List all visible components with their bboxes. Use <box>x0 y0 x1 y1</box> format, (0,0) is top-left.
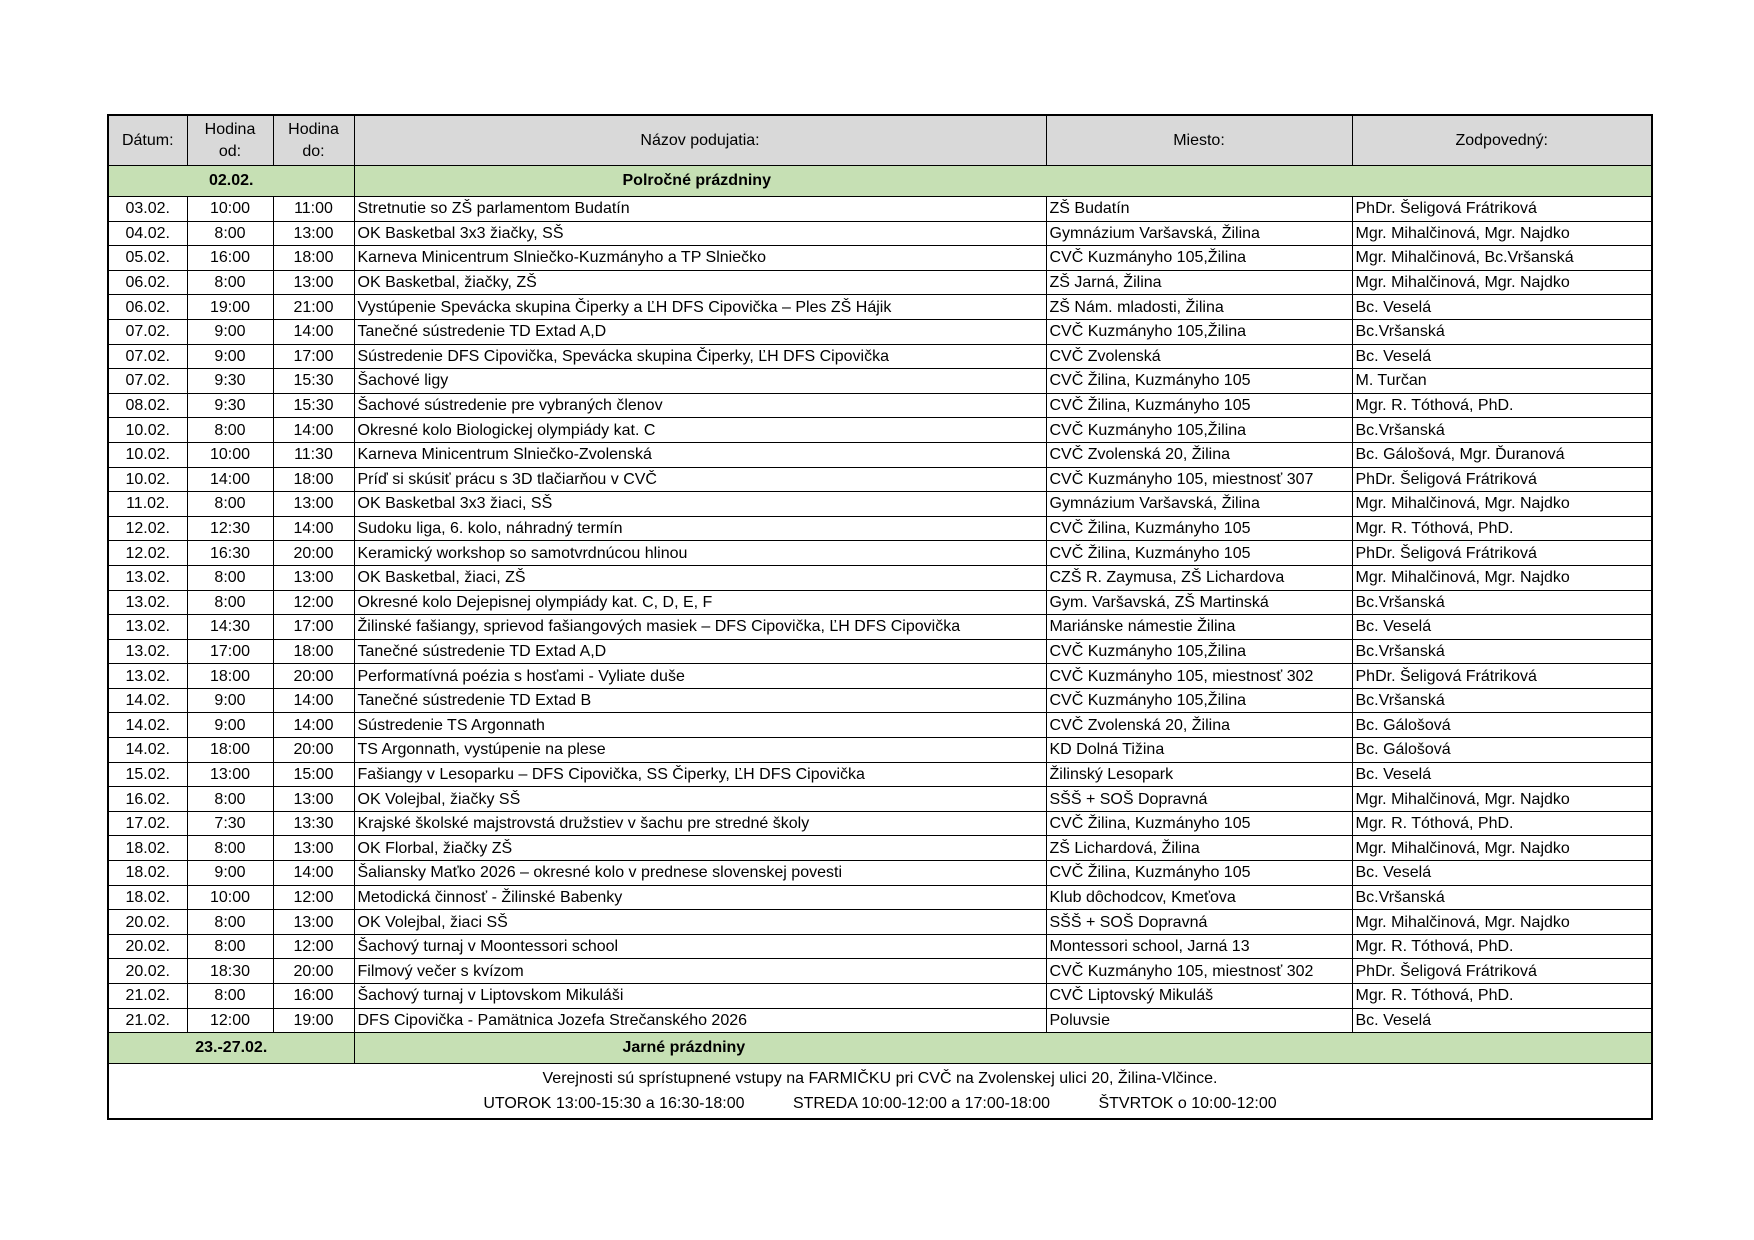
row-date: 13.02. <box>108 565 187 590</box>
row-date: 06.02. <box>108 270 187 295</box>
tuesday-hours: UTOROK 13:00-15:30 a 16:30-18:00 <box>483 1095 745 1113</box>
row-end-time: 12:00 <box>273 885 354 910</box>
row-event-name: Karneva Minicentrum Slniečko-Zvolenská <box>354 442 1046 467</box>
row-end-time: 12:00 <box>273 934 354 959</box>
row-start-time: 8:00 <box>187 221 273 246</box>
row-date: 16.02. <box>108 787 187 812</box>
table-row <box>108 467 1652 492</box>
row-location: ZŠ Jarná, Žilina <box>1046 270 1352 295</box>
row-end-time: 15:30 <box>273 393 354 418</box>
table-row <box>108 565 1652 590</box>
row-date: 21.02. <box>108 984 187 1009</box>
row-responsible: Bc. Veselá <box>1352 295 1652 320</box>
table-row <box>108 541 1652 566</box>
row-event-name: OK Florbal, žiačky ZŠ <box>354 836 1046 861</box>
row-date: 13.02. <box>108 590 187 615</box>
row-start-time: 8:00 <box>187 418 273 443</box>
row-start-time: 8:00 <box>187 910 273 935</box>
row-date: 15.02. <box>108 762 187 787</box>
row-location: CVČ Zvolenská 20, Žilina <box>1046 442 1352 467</box>
table-row <box>108 811 1652 836</box>
row-start-time: 9:30 <box>187 393 273 418</box>
row-event-name: Príď si skúsiť prácu s 3D tlačiarňou v CVČ <box>354 467 1046 492</box>
holiday-row-winter <box>108 166 1652 197</box>
row-start-time: 16:00 <box>187 246 273 271</box>
row-responsible: Mgr. Mihalčinová, Bc.Vršanská <box>1352 246 1652 271</box>
row-start-time: 8:00 <box>187 492 273 517</box>
row-event-name: Šachové sústredenie pre vybraných členov <box>354 393 1046 418</box>
row-start-time: 13:00 <box>187 762 273 787</box>
row-location: Žilinský Lesopark <box>1046 762 1352 787</box>
row-responsible: Bc.Vršanská <box>1352 590 1652 615</box>
row-location: CVČ Žilina, Kuzmányho 105 <box>1046 811 1352 836</box>
row-end-time: 12:00 <box>273 590 354 615</box>
row-responsible: Mgr. R. Tóthová, PhD. <box>1352 516 1652 541</box>
table-row <box>108 393 1652 418</box>
row-start-time: 8:00 <box>187 836 273 861</box>
row-location: CZŠ R. Zaymusa, ZŠ Lichardova <box>1046 565 1352 590</box>
row-location: CVČ Žilina, Kuzmányho 105 <box>1046 516 1352 541</box>
row-location: Montessori school, Jarná 13 <box>1046 934 1352 959</box>
header-hodina-do <box>273 115 354 166</box>
row-event-name: Vystúpenie Spevácka skupina Čiperky a ĽH DFS Cipovička – Ples ZŠ Hájik <box>354 295 1046 320</box>
row-start-time: 12:00 <box>187 1008 273 1033</box>
header-hodina-od-line1: Hodina <box>204 120 256 138</box>
row-responsible: PhDr. Šeligová Frátriková <box>1352 467 1652 492</box>
table-row <box>108 197 1652 222</box>
row-location: ZŠ Lichardová, Žilina <box>1046 836 1352 861</box>
table-row <box>108 221 1652 246</box>
header-zodpovedny: Zodpovedný: <box>1352 115 1652 166</box>
row-location: Gym. Varšavská, ZŠ Martinská <box>1046 590 1352 615</box>
row-event-name: Šachový turnaj v Liptovskom Mikuláši <box>354 984 1046 1009</box>
row-event-name: Stretnutie so ZŠ parlamentom Budatín <box>354 197 1046 222</box>
row-event-name: OK Volejbal, žiačky SŠ <box>354 787 1046 812</box>
row-event-name: Sústredenie TS Argonnath <box>354 713 1046 738</box>
row-event-name: Fašiangy v Lesoparku – DFS Cipovička, SS Čiperky, ĽH DFS Cipovička <box>354 762 1046 787</box>
row-responsible: Bc. Gálošová <box>1352 713 1652 738</box>
row-responsible: Mgr. R. Tóthová, PhD. <box>1352 984 1652 1009</box>
row-end-time: 13:00 <box>273 910 354 935</box>
row-location: KD Dolná Tižina <box>1046 738 1352 763</box>
row-start-time: 9:00 <box>187 713 273 738</box>
row-location: CVČ Žilina, Kuzmányho 105 <box>1046 861 1352 886</box>
row-event-name: Keramický workshop so samotvrdnúcou hlinou <box>354 541 1046 566</box>
row-location: ZŠ Nám. mladosti, Žilina <box>1046 295 1352 320</box>
row-location: SŠŠ + SOŠ Dopravná <box>1046 910 1352 935</box>
row-responsible: PhDr. Šeligová Frátriková <box>1352 541 1652 566</box>
row-event-name: Performatívná poézia s hosťami - Vyliate duše <box>354 664 1046 689</box>
row-event-name: OK Basketbal, žiaci, ZŠ <box>354 565 1046 590</box>
row-location: Poluvsie <box>1046 1008 1352 1033</box>
row-responsible: Mgr. R. Tóthová, PhD. <box>1352 811 1652 836</box>
row-event-name: Šachový turnaj v Moontessori school <box>354 934 1046 959</box>
row-start-time: 17:00 <box>187 639 273 664</box>
header-datum: Dátum: <box>108 115 187 166</box>
row-event-name: Sudoku liga, 6. kolo, náhradný termín <box>354 516 1046 541</box>
row-date: 12.02. <box>108 541 187 566</box>
row-start-time: 8:00 <box>187 787 273 812</box>
row-end-time: 14:00 <box>273 713 354 738</box>
row-start-time: 14:00 <box>187 467 273 492</box>
row-start-time: 8:00 <box>187 934 273 959</box>
schedule-body <box>108 166 1652 1120</box>
table-row <box>108 639 1652 664</box>
holiday-name: Polročné prázdniny <box>354 166 1652 197</box>
table-row <box>108 910 1652 935</box>
row-date: 10.02. <box>108 442 187 467</box>
row-location: CVČ Kuzmányho 105, miestnosť 307 <box>1046 467 1352 492</box>
row-responsible: Mgr. R. Tóthová, PhD. <box>1352 393 1652 418</box>
row-end-time: 13:00 <box>273 787 354 812</box>
row-date: 10.02. <box>108 467 187 492</box>
row-responsible: Bc.Vršanská <box>1352 885 1652 910</box>
row-location: CVČ Kuzmányho 105,Žilina <box>1046 639 1352 664</box>
row-event-name: Metodická činnosť - Žilinské Babenky <box>354 885 1046 910</box>
row-event-name: OK Basketbal 3x3 žiaci, SŠ <box>354 492 1046 517</box>
row-start-time: 8:00 <box>187 565 273 590</box>
header-nazov: Názov podujatia: <box>354 115 1046 166</box>
row-responsible: Bc. Gálošová <box>1352 738 1652 763</box>
row-responsible: Mgr. Mihalčinová, Mgr. Najdko <box>1352 270 1652 295</box>
row-date: 18.02. <box>108 885 187 910</box>
row-end-time: 20:00 <box>273 664 354 689</box>
row-date: 20.02. <box>108 959 187 984</box>
table-row <box>108 664 1652 689</box>
row-responsible: Mgr. R. Tóthová, PhD. <box>1352 934 1652 959</box>
public-access-note <box>108 1064 1652 1120</box>
row-event-name: Tanečné sústredenie TD Extad B <box>354 688 1046 713</box>
row-responsible: Mgr. Mihalčinová, Mgr. Najdko <box>1352 836 1652 861</box>
row-location: CVČ Kuzmányho 105,Žilina <box>1046 319 1352 344</box>
row-location: Klub dôchodcov, Kmeťova <box>1046 885 1352 910</box>
row-date: 14.02. <box>108 688 187 713</box>
row-responsible: Bc. Veselá <box>1352 344 1652 369</box>
row-responsible: Bc. Gálošová, Mgr. Ďuranová <box>1352 442 1652 467</box>
row-location: Gymnázium Varšavská, Žilina <box>1046 492 1352 517</box>
row-location: CVČ Žilina, Kuzmányho 105 <box>1046 393 1352 418</box>
row-date: 18.02. <box>108 836 187 861</box>
row-end-time: 14:00 <box>273 319 354 344</box>
row-start-time: 9:00 <box>187 688 273 713</box>
row-date: 13.02. <box>108 664 187 689</box>
row-start-time: 8:00 <box>187 270 273 295</box>
table-row <box>108 344 1652 369</box>
row-end-time: 11:00 <box>273 197 354 222</box>
row-end-time: 13:00 <box>273 492 354 517</box>
table-row <box>108 516 1652 541</box>
table-row <box>108 442 1652 467</box>
table-row <box>108 319 1652 344</box>
row-event-name: Krajské školské majstrovstá družstiev v šachu pre stredné školy <box>354 811 1046 836</box>
row-start-time: 10:00 <box>187 442 273 467</box>
row-event-name: Tanečné sústredenie TD Extad A,D <box>354 319 1046 344</box>
header-hodina-do-line2: do: <box>302 142 325 160</box>
row-responsible: M. Turčan <box>1352 369 1652 394</box>
footer-hours <box>112 1091 1648 1116</box>
row-date: 13.02. <box>108 615 187 640</box>
row-event-name: TS Argonnath, vystúpenie na plese <box>354 738 1046 763</box>
row-event-name: Okresné kolo Dejepisnej olympiády kat. C, D, E, F <box>354 590 1046 615</box>
row-end-time: 14:00 <box>273 418 354 443</box>
row-date: 18.02. <box>108 861 187 886</box>
row-responsible: Mgr. Mihalčinová, Mgr. Najdko <box>1352 492 1652 517</box>
header-hodina-od <box>187 115 273 166</box>
table-row <box>108 492 1652 517</box>
row-location: CVČ Kuzmányho 105, miestnosť 302 <box>1046 959 1352 984</box>
row-end-time: 15:00 <box>273 762 354 787</box>
table-row <box>108 418 1652 443</box>
row-event-name: DFS Cipovička - Pamätnica Jozefa Strečanského 2026 <box>354 1008 1046 1033</box>
row-responsible: Mgr. Mihalčinová, Mgr. Najdko <box>1352 910 1652 935</box>
row-responsible: Mgr. Mihalčinová, Mgr. Najdko <box>1352 565 1652 590</box>
row-end-time: 11:30 <box>273 442 354 467</box>
row-event-name: Žilinské fašiangy, sprievod fašiangových masiek – DFS Cipovička, ĽH DFS Cipovička <box>354 615 1046 640</box>
row-date: 06.02. <box>108 295 187 320</box>
row-location: CVČ Liptovský Mikuláš <box>1046 984 1352 1009</box>
row-responsible: Bc.Vršanská <box>1352 639 1652 664</box>
row-end-time: 13:00 <box>273 221 354 246</box>
footer-line1: Verejnosti sú sprístupnené vstupy na FARMIČKU pri CVČ na Zvolenskej ulici 20, Žilina-Vlčince. <box>542 1070 1218 1088</box>
row-start-time: 12:30 <box>187 516 273 541</box>
row-event-name: Okresné kolo Biologickej olympiády kat. C <box>354 418 1046 443</box>
table-row <box>108 246 1652 271</box>
table-row <box>108 836 1652 861</box>
row-start-time: 10:00 <box>187 885 273 910</box>
table-row <box>108 885 1652 910</box>
schedule-table <box>107 114 1653 1120</box>
thursday-hours: ŠTVRTOK o 10:00-12:00 <box>1098 1095 1277 1113</box>
row-event-name: Filmový večer s kvízom <box>354 959 1046 984</box>
table-row <box>108 861 1652 886</box>
table-row <box>108 984 1652 1009</box>
row-date: 07.02. <box>108 344 187 369</box>
row-start-time: 10:00 <box>187 197 273 222</box>
row-end-time: 20:00 <box>273 959 354 984</box>
row-responsible: Bc.Vršanská <box>1352 319 1652 344</box>
row-event-name: Šachové ligy <box>354 369 1046 394</box>
row-date: 07.02. <box>108 369 187 394</box>
row-responsible: Mgr. Mihalčinová, Mgr. Najdko <box>1352 221 1652 246</box>
row-date: 04.02. <box>108 221 187 246</box>
row-end-time: 18:00 <box>273 467 354 492</box>
row-location: Gymnázium Varšavská, Žilina <box>1046 221 1352 246</box>
row-end-time: 15:30 <box>273 369 354 394</box>
row-start-time: 8:00 <box>187 590 273 615</box>
table-row <box>108 270 1652 295</box>
row-date: 14.02. <box>108 738 187 763</box>
row-event-name: Šaliansky Maťko 2026 – okresné kolo v prednese slovenskej povesti <box>354 861 1046 886</box>
row-date: 07.02. <box>108 319 187 344</box>
holiday-row-spring <box>108 1033 1652 1064</box>
row-location: CVČ Kuzmányho 105,Žilina <box>1046 418 1352 443</box>
row-end-time: 13:00 <box>273 270 354 295</box>
row-end-time: 20:00 <box>273 541 354 566</box>
row-start-time: 18:30 <box>187 959 273 984</box>
holiday-date: 02.02. <box>108 166 354 197</box>
row-end-time: 17:00 <box>273 615 354 640</box>
row-location: CVČ Zvolenská <box>1046 344 1352 369</box>
row-responsible: Bc. Veselá <box>1352 762 1652 787</box>
header-hodina-do-line1: Hodina <box>288 120 339 138</box>
row-end-time: 13:00 <box>273 565 354 590</box>
footer-row <box>108 1064 1652 1120</box>
row-date: 20.02. <box>108 934 187 959</box>
row-event-name: OK Basketbal, žiačky, ZŠ <box>354 270 1046 295</box>
row-location: CVČ Žilina, Kuzmányho 105 <box>1046 541 1352 566</box>
table-row <box>108 934 1652 959</box>
table-row <box>108 369 1652 394</box>
row-start-time: 18:00 <box>187 738 273 763</box>
row-end-time: 14:00 <box>273 516 354 541</box>
row-responsible: Bc.Vršanská <box>1352 688 1652 713</box>
row-start-time: 9:00 <box>187 319 273 344</box>
table-row <box>108 713 1652 738</box>
row-start-time: 19:00 <box>187 295 273 320</box>
row-end-time: 20:00 <box>273 738 354 763</box>
table-row <box>108 688 1652 713</box>
table-row <box>108 738 1652 763</box>
row-date: 10.02. <box>108 418 187 443</box>
holiday-name: Jarné prázdniny <box>354 1033 1652 1064</box>
row-location: SŠŠ + SOŠ Dopravná <box>1046 787 1352 812</box>
header-row <box>108 115 1652 166</box>
schedule-sheet <box>107 114 1651 1120</box>
row-start-time: 8:00 <box>187 984 273 1009</box>
row-start-time: 14:30 <box>187 615 273 640</box>
table-row <box>108 1008 1652 1033</box>
header-hodina-od-line2: od: <box>218 142 242 160</box>
row-start-time: 9:00 <box>187 344 273 369</box>
table-row <box>108 762 1652 787</box>
row-date: 05.02. <box>108 246 187 271</box>
row-end-time: 19:00 <box>273 1008 354 1033</box>
row-location: CVČ Kuzmányho 105,Žilina <box>1046 688 1352 713</box>
row-end-time: 13:30 <box>273 811 354 836</box>
row-start-time: 9:30 <box>187 369 273 394</box>
row-end-time: 14:00 <box>273 861 354 886</box>
row-event-name: Karneva Minicentrum Slniečko-Kuzmányho a TP Slniečko <box>354 246 1046 271</box>
row-end-time: 14:00 <box>273 688 354 713</box>
row-date: 12.02. <box>108 516 187 541</box>
row-end-time: 13:00 <box>273 836 354 861</box>
row-date: 08.02. <box>108 393 187 418</box>
row-location: CVČ Zvolenská 20, Žilina <box>1046 713 1352 738</box>
row-responsible: Bc.Vršanská <box>1352 418 1652 443</box>
row-start-time: 18:00 <box>187 664 273 689</box>
row-end-time: 18:00 <box>273 246 354 271</box>
row-end-time: 18:00 <box>273 639 354 664</box>
row-responsible: PhDr. Šeligová Frátriková <box>1352 959 1652 984</box>
row-location: CVČ Kuzmányho 105, miestnosť 302 <box>1046 664 1352 689</box>
row-responsible: Bc. Veselá <box>1352 1008 1652 1033</box>
row-responsible: PhDr. Šeligová Frátriková <box>1352 664 1652 689</box>
wednesday-hours: STREDA 10:00-12:00 a 17:00-18:00 <box>792 1095 1051 1113</box>
row-start-time: 7:30 <box>187 811 273 836</box>
row-responsible: Bc. Veselá <box>1352 861 1652 886</box>
row-event-name: OK Volejbal, žiaci SŠ <box>354 910 1046 935</box>
row-start-time: 9:00 <box>187 861 273 886</box>
row-date: 03.02. <box>108 197 187 222</box>
row-location: CVČ Žilina, Kuzmányho 105 <box>1046 369 1352 394</box>
row-date: 21.02. <box>108 1008 187 1033</box>
row-start-time: 16:30 <box>187 541 273 566</box>
row-responsible: PhDr. Šeligová Frátriková <box>1352 197 1652 222</box>
row-date: 11.02. <box>108 492 187 517</box>
row-end-time: 17:00 <box>273 344 354 369</box>
table-row <box>108 787 1652 812</box>
header-miesto: Miesto: <box>1046 115 1352 166</box>
row-date: 20.02. <box>108 910 187 935</box>
table-row <box>108 959 1652 984</box>
table-row <box>108 295 1652 320</box>
row-responsible: Mgr. Mihalčinová, Mgr. Najdko <box>1352 787 1652 812</box>
row-location: Mariánske námestie Žilina <box>1046 615 1352 640</box>
row-event-name: OK Basketbal 3x3 žiačky, SŠ <box>354 221 1046 246</box>
table-row <box>108 615 1652 640</box>
table-row <box>108 590 1652 615</box>
row-date: 13.02. <box>108 639 187 664</box>
row-location: ZŠ Budatín <box>1046 197 1352 222</box>
row-responsible: Bc. Veselá <box>1352 615 1652 640</box>
row-end-time: 16:00 <box>273 984 354 1009</box>
row-date: 17.02. <box>108 811 187 836</box>
row-event-name: Tanečné sústredenie TD Extad A,D <box>354 639 1046 664</box>
row-location: CVČ Kuzmányho 105,Žilina <box>1046 246 1352 271</box>
row-date: 14.02. <box>108 713 187 738</box>
row-event-name: Sústredenie DFS Cipovička, Spevácka skupina Čiperky, ĽH DFS Cipovička <box>354 344 1046 369</box>
row-end-time: 21:00 <box>273 295 354 320</box>
holiday-date: 23.-27.02. <box>108 1033 354 1064</box>
